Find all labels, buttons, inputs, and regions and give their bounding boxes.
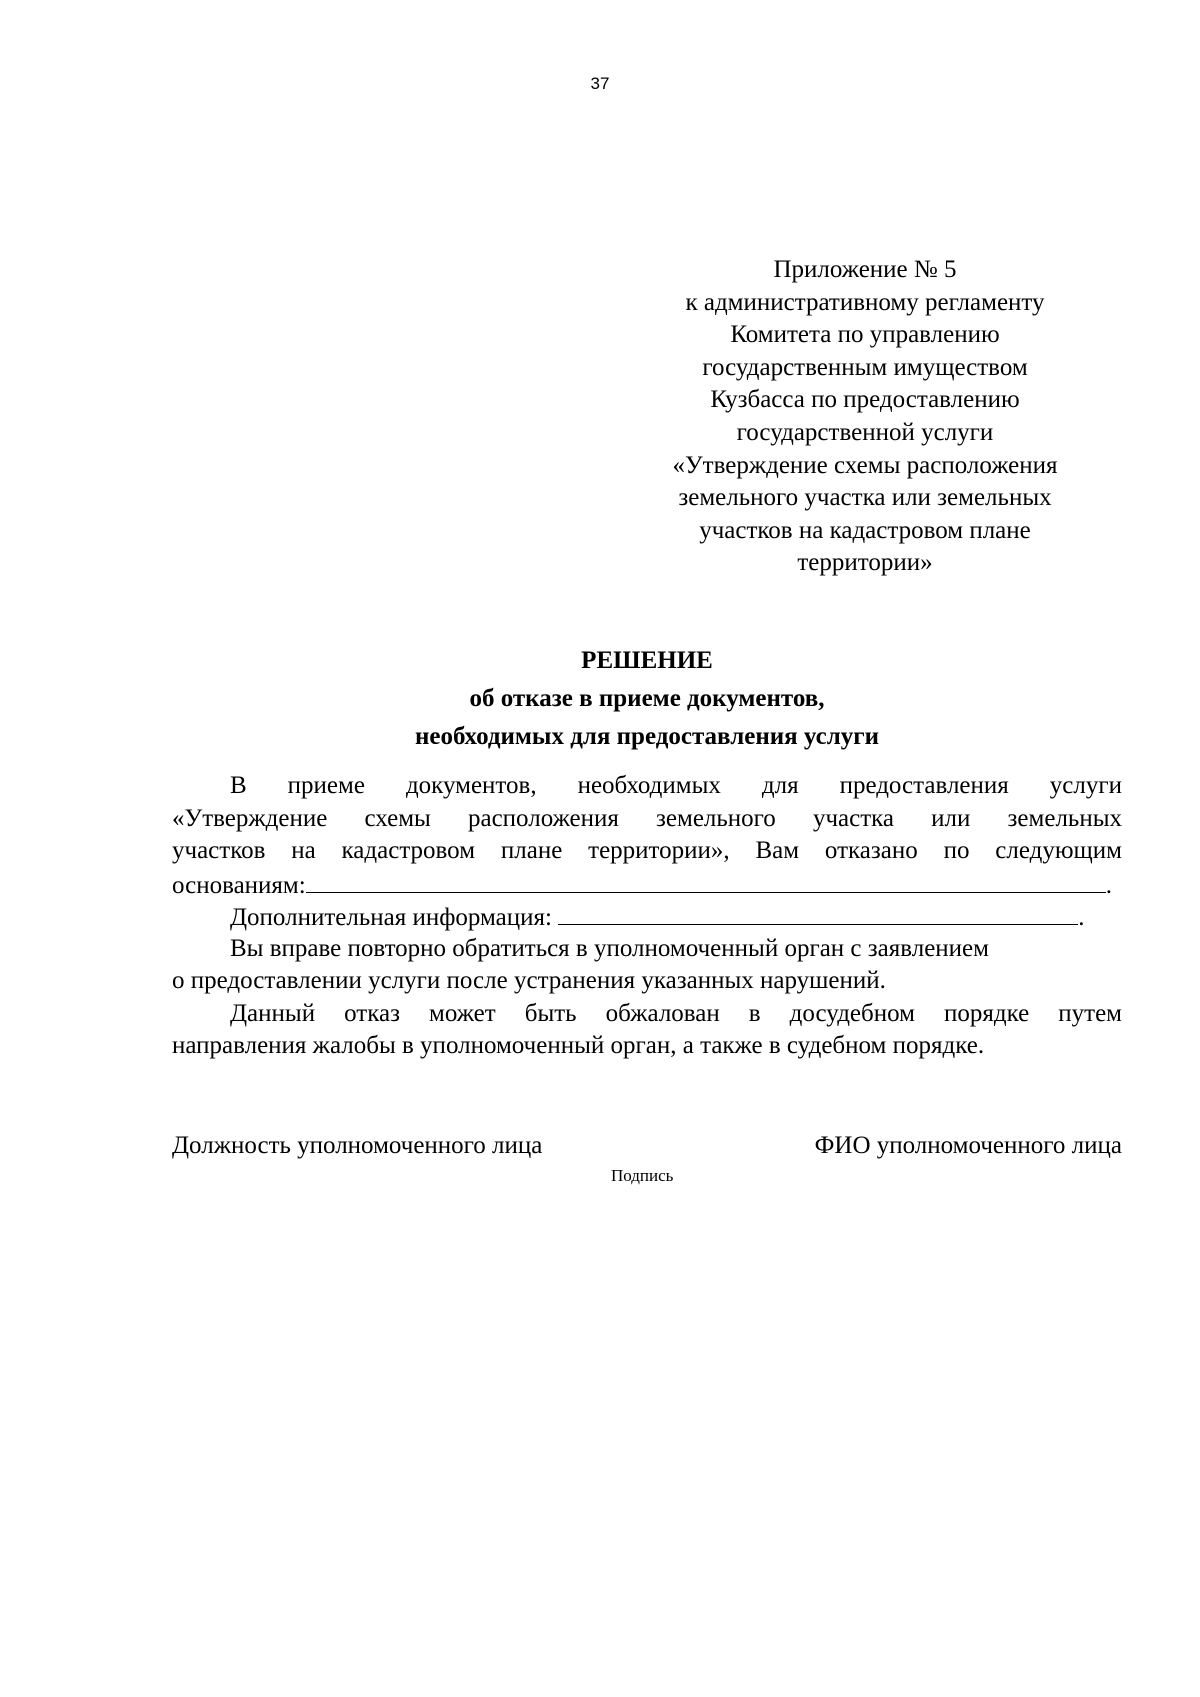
paragraph-line: «Утверждение схемы расположения земельного участка или земельных — [172, 804, 1122, 832]
appendix-line: земельного участка или земельных — [678, 484, 1052, 512]
additional-info-label: Дополнительная информация: — [230, 904, 559, 931]
additional-info-line — [172, 900, 1122, 933]
appendix-line: государственной услуги — [736, 418, 994, 446]
paragraph-line: участков на кадастровом плане территории», Вам отказано по следующим — [172, 837, 1122, 864]
official-position-label: Должность уполномоченного лица — [172, 1132, 543, 1159]
paragraph-line: Данный отказ может быть обжалован в досудебном порядке путем — [230, 999, 1122, 1027]
title-heading: РЕШЕНИЕ — [581, 647, 713, 674]
document-title — [172, 642, 1122, 756]
additional-info-blank-field[interactable] — [558, 900, 1078, 925]
appendix-header — [640, 254, 1090, 580]
appendix-line: Комитета по управлению — [730, 321, 1000, 349]
appendix-line: участков на кадастровом плане — [699, 516, 1031, 544]
title-subtitle: необходимых для предоставления услуги — [414, 723, 880, 750]
paragraph-line: В приеме документов, необходимых для предоставления услуги — [230, 772, 1122, 799]
signature-caption: Подпись — [611, 1166, 674, 1185]
title-subtitle: об отказе в приеме документов, — [469, 685, 825, 712]
appendix-line: «Утверждение схемы расположения — [672, 451, 1058, 479]
appendix-line: территории» — [797, 549, 933, 577]
grounds-line — [172, 868, 1122, 901]
paragraph-line: о предоставлении услуги после устранения указанных нарушений. — [172, 967, 886, 994]
appendix-line: Приложение № 5 — [773, 256, 957, 283]
additional-info-period: . — [1078, 904, 1085, 931]
official-fio-label: ФИО уполномоченного лица — [814, 1132, 1122, 1159]
grounds-label: основаниям: — [172, 871, 306, 899]
appendix-line: к административному регламенту — [685, 288, 1045, 316]
appendix-line: Кузбасса по предоставлению — [710, 386, 1020, 414]
grounds-blank-field[interactable] — [306, 868, 1106, 893]
paragraph-line: Вы вправе повторно обратиться в уполномоченный орган с заявлением — [230, 934, 989, 962]
appendix-line: государственным имуществом — [702, 353, 1028, 381]
page-number: 37 — [590, 74, 610, 93]
signature-row — [172, 1129, 1122, 1163]
paragraph-line: направления жалобы в уполномоченный орган, а также в судебном порядке. — [172, 1032, 985, 1059]
grounds-period: . — [1105, 871, 1112, 899]
decision-body — [172, 770, 1122, 1063]
